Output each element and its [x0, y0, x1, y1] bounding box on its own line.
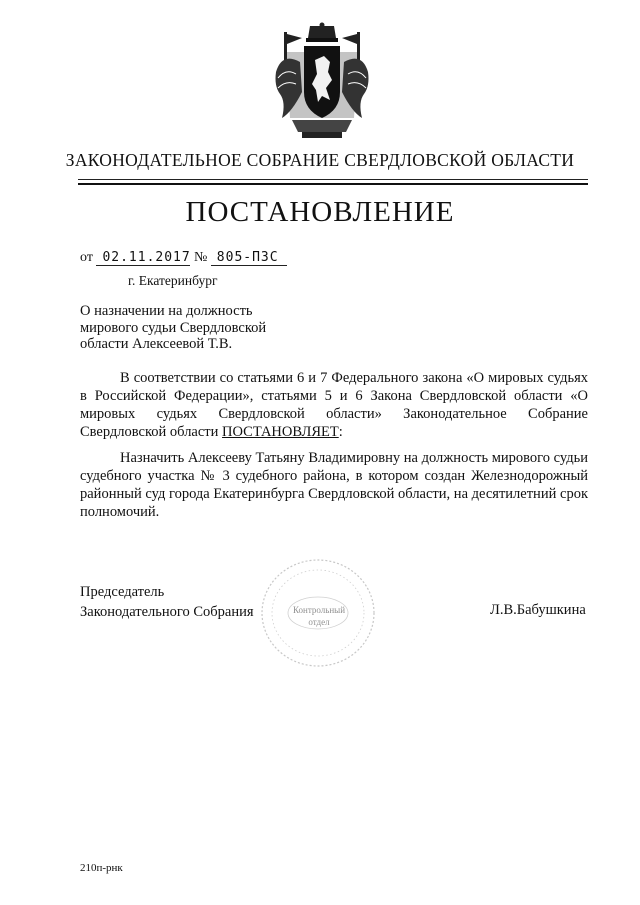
organization-name: ЗАКОНОДАТЕЛЬНОЕ СОБРАНИЕ СВЕРДЛОВСКОЙ ОБЛАСТИ — [65, 150, 575, 170]
document-date: 02.11.2017 — [96, 250, 190, 266]
document-meta-line — [80, 250, 287, 266]
signer-title — [80, 582, 254, 622]
header-rule-thick — [78, 183, 588, 185]
footer-code: 210п-рнк — [80, 862, 123, 874]
paragraph-1-text: В соответствии со статьями 6 и 7 Федерального закона «О мировых судьях в Российской Федерации», статьями 5 и 6 Закона Свердловской области «О мировых судьях Свердловской области» Законодательное Собрание Свердловской области — [80, 370, 588, 440]
document-type-title: ПОСТАНОВЛЕНИЕ — [185, 196, 455, 228]
signer-title-line-2: Законодательного Собрания — [80, 604, 254, 620]
document-subject — [80, 303, 340, 353]
paragraph-1-end: : — [338, 424, 343, 440]
stamp-inner-text — [288, 601, 350, 631]
stamp-line-2: отдел — [308, 617, 330, 627]
resolves-word: ПОСТАНОВЛЯЕТ — [222, 424, 339, 440]
subject-line-2: мирового судьи Свердловской — [80, 319, 267, 336]
subject-line-3: области Алексеевой Т.В. — [80, 336, 233, 352]
body-paragraph-1 — [80, 369, 588, 441]
signer-title-line-1: Председатель — [80, 584, 165, 600]
header-rule-thin — [78, 179, 588, 180]
date-prefix: от — [80, 250, 93, 265]
document-body — [80, 369, 588, 529]
signer-name: Л.В.Бабушкина — [490, 602, 586, 618]
document-number: 805-ПЗС — [211, 250, 287, 266]
stamp-line-1: Контрольный — [292, 605, 346, 615]
subject-line-1: О назначении на должность — [80, 303, 253, 319]
coat-of-arms-icon — [272, 22, 372, 140]
document-city: г. Екатеринбург — [128, 273, 218, 288]
number-prefix: № — [193, 250, 208, 265]
body-paragraph-2: Назначить Алексееву Татьяну Владимировну на должность мирового судьи судебного участка № 3 судебного района, в котором создан Железнодорожный районный суд города Екатеринбурга Свердловской области, на десятилетний срок полномочий. — [80, 450, 588, 520]
